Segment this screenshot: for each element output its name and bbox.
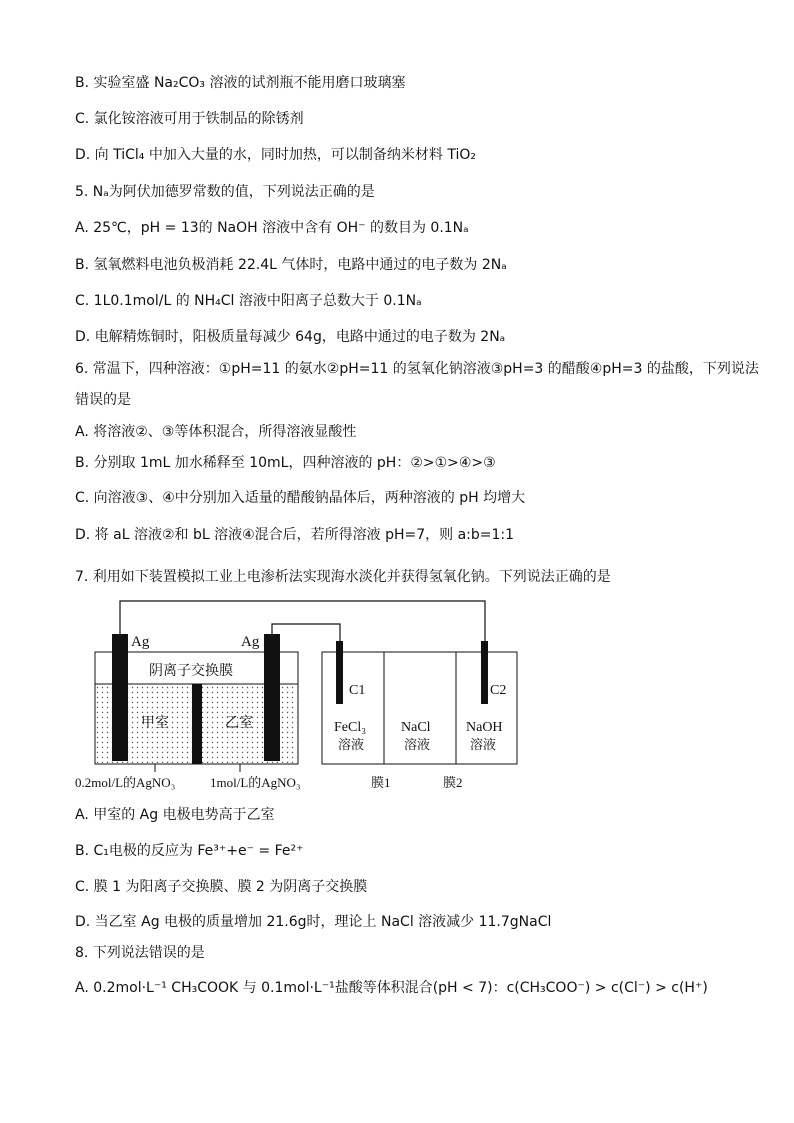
c2-electrode xyxy=(481,641,488,704)
ag-electrode-left xyxy=(112,634,128,761)
fecl3-formula: FeCl₃ xyxy=(334,720,367,735)
question-6-cont: 错误的是 xyxy=(75,392,131,408)
outer-wire xyxy=(120,601,485,641)
option-c-q5: C. 1L0.1mol/L 的 NH₄Cl 溶液中阳离子总数大于 0.1Nₐ xyxy=(75,293,422,309)
c2-label: C2 xyxy=(490,683,507,698)
option-d-q7: D. 当乙室 Ag 电极的质量增加 21.6g时，理论上 NaCl 溶液减少 11.7gNaCl xyxy=(75,914,552,930)
option-c-q7: C. 膜 1 为阳离子交换膜、膜 2 为阴离子交换膜 xyxy=(75,879,368,895)
option-a-q8: A. 0.2mol·L⁻¹ CH₃COOK 与 0.1mol·L⁻¹盐酸等体积混合(pH < 7)：c(CH₃COO⁻) > c(Cl⁻) > c(H⁺) xyxy=(75,980,708,996)
question-8: 8. 下列说法错误的是 xyxy=(75,945,205,961)
question-7: 7. 利用如下装置模拟工业上电渗析法实现海水淡化并获得氢氧化钠。下列说法正确的是 xyxy=(75,569,611,585)
c1-electrode xyxy=(336,641,343,704)
concentration-a: 0.2mol/L的AgNO₃ xyxy=(75,775,176,790)
option-d-q4: D. 向 TiCl₄ 中加入大量的水，同时加热，可以制备纳米材料 TiO₂ xyxy=(75,147,476,163)
naoh-solution: 溶液 xyxy=(470,737,497,752)
membrane-2-label: 膜2 xyxy=(443,775,463,790)
option-b-q4: B. 实验室盛 Na₂CO₃ 溶液的试剂瓶不能用磨口玻璃塞 xyxy=(75,75,406,91)
option-c-q6: C. 向溶液③、④中分别加入适量的醋酸钠晶体后，两种溶液的 pH 均增大 xyxy=(75,490,526,506)
option-a-q7: A. 甲室的 Ag 电极电势高于乙室 xyxy=(75,807,275,823)
option-d-q5: D. 电解精炼铜时，阳极质量每减少 64g，电路中通过的电子数为 2Nₐ xyxy=(75,329,506,345)
option-b-q6: B. 分别取 1mL 加水稀释至 10mL，四种溶液的 pH：②>①>④>③ xyxy=(75,455,496,471)
anion-exchange-membrane xyxy=(192,684,202,764)
chamber-a-label: 甲室 xyxy=(141,716,169,731)
ag-electrode-right xyxy=(264,634,280,761)
nacl-formula: NaCl xyxy=(401,720,431,735)
naoh-formula: NaOH xyxy=(466,720,503,735)
nacl-solution: 溶液 xyxy=(404,737,431,752)
membrane-label: 阴离子交换膜 xyxy=(149,664,233,679)
membrane-1-label: 膜1 xyxy=(371,775,391,790)
option-c-q4: C. 氯化铵溶液可用于铁制品的除锈剂 xyxy=(75,111,304,127)
option-b-q5: B. 氢氧燃料电池负极消耗 22.4L 气体时，电路中通过的电子数为 2Nₐ xyxy=(75,257,507,273)
concentration-b: 1mol/L的AgNO₃ xyxy=(210,775,301,790)
option-b-q7: B. C₁电极的反应为 Fe³⁺+e⁻ = Fe²⁺ xyxy=(75,843,304,859)
option-d-q6: D. 将 aL 溶液②和 bL 溶液④混合后，若所得溶液 pH=7，则 a:b=1:1 xyxy=(75,527,515,543)
ag-left-label: Ag xyxy=(131,634,150,650)
fecl3-solution: 溶液 xyxy=(338,737,365,752)
option-a-q6: A. 将溶液②、③等体积混合，所得溶液显酸性 xyxy=(75,424,357,440)
chamber-b-label: 乙室 xyxy=(225,716,253,731)
question-6: 6. 常温下，四种溶液：①pH=11 的氨水②pH=11 的氢氧化钠溶液③pH=3 的醋酸④pH=3 的盐酸，下列说法 xyxy=(75,361,759,377)
inner-wire xyxy=(272,624,340,641)
option-a-q5: A. 25℃，pH = 13的 NaOH 溶液中含有 OH⁻ 的数目为 0.1Nₐ xyxy=(75,220,469,236)
ag-right-label: Ag xyxy=(241,634,260,650)
c1-label: C1 xyxy=(349,683,366,698)
question-5: 5. Nₐ为阿伏加德罗常数的值，下列说法正确的是 xyxy=(75,184,375,200)
